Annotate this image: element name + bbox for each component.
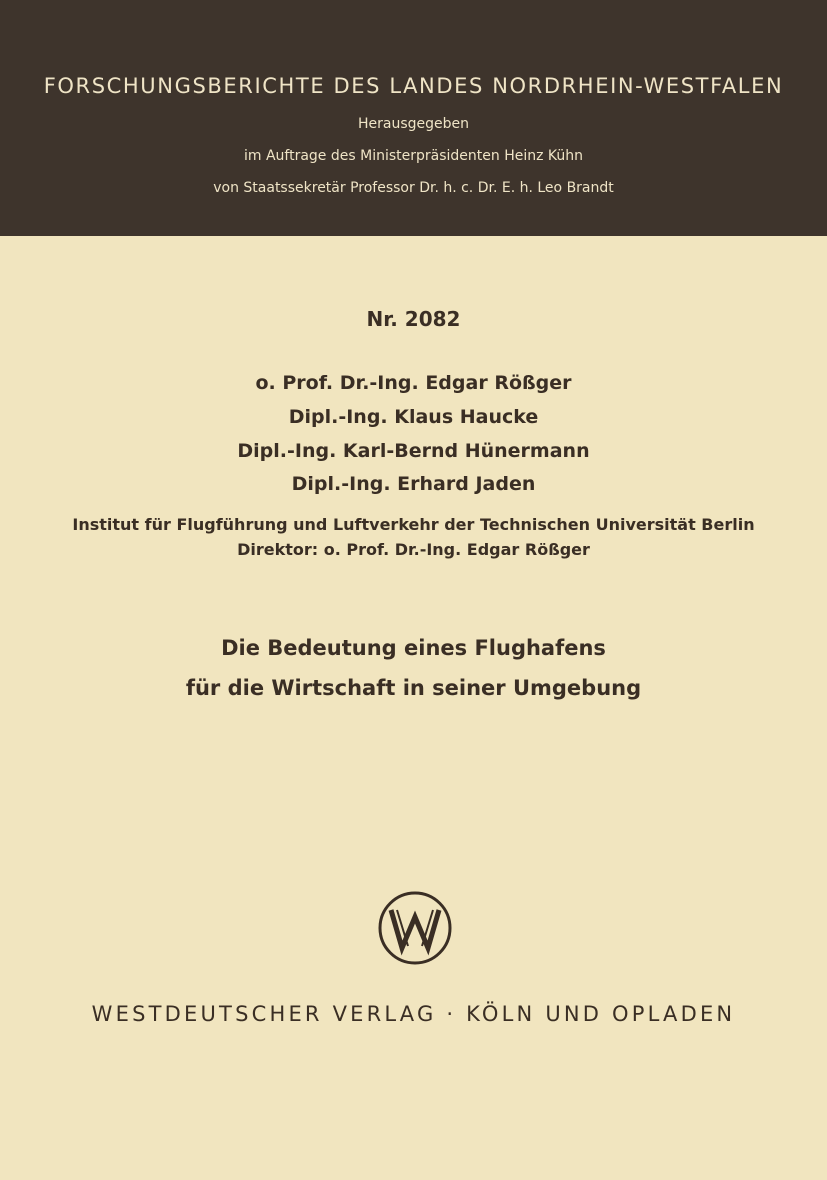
title-line-1: Die Bedeutung eines Flughafens bbox=[221, 636, 606, 660]
title-line-2: für die Wirtschaft in seiner Umgebung bbox=[185, 676, 642, 700]
author-3: Dipl.-Ing. Karl-Bernd Hünermann bbox=[237, 440, 590, 462]
author-4: Dipl.-Ing. Erhard Jaden bbox=[291, 473, 536, 495]
westdeutscher-verlag-w-logo-icon bbox=[377, 890, 453, 966]
report-number: Nr. 2082 bbox=[366, 307, 461, 331]
header-editor: von Staatssekretär Professor Dr. h. c. Dr. E. h. Leo Brandt bbox=[213, 180, 614, 196]
publisher-line: WESTDEUTSCHER VERLAG · KÖLN UND OPLADEN bbox=[91, 1002, 736, 1026]
institute-director: Direktor: o. Prof. Dr.-Ing. Edgar Rößger bbox=[237, 540, 590, 559]
header-band bbox=[0, 0, 827, 236]
institute-name: Institut für Flugführung und Luftverkehr der Technischen Universität Berlin bbox=[72, 515, 755, 534]
author-2: Dipl.-Ing. Klaus Haucke bbox=[288, 406, 539, 428]
author-1: o. Prof. Dr.-Ing. Edgar Rößger bbox=[255, 372, 572, 394]
series-title: FORSCHUNGSBERICHTE DES LANDES NORDRHEIN-WESTFALEN bbox=[43, 74, 784, 98]
header-commissioned-by: im Auftrage des Ministerpräsidenten Heinz Kühn bbox=[243, 148, 584, 164]
header-published-by: Herausgegeben bbox=[357, 116, 469, 132]
